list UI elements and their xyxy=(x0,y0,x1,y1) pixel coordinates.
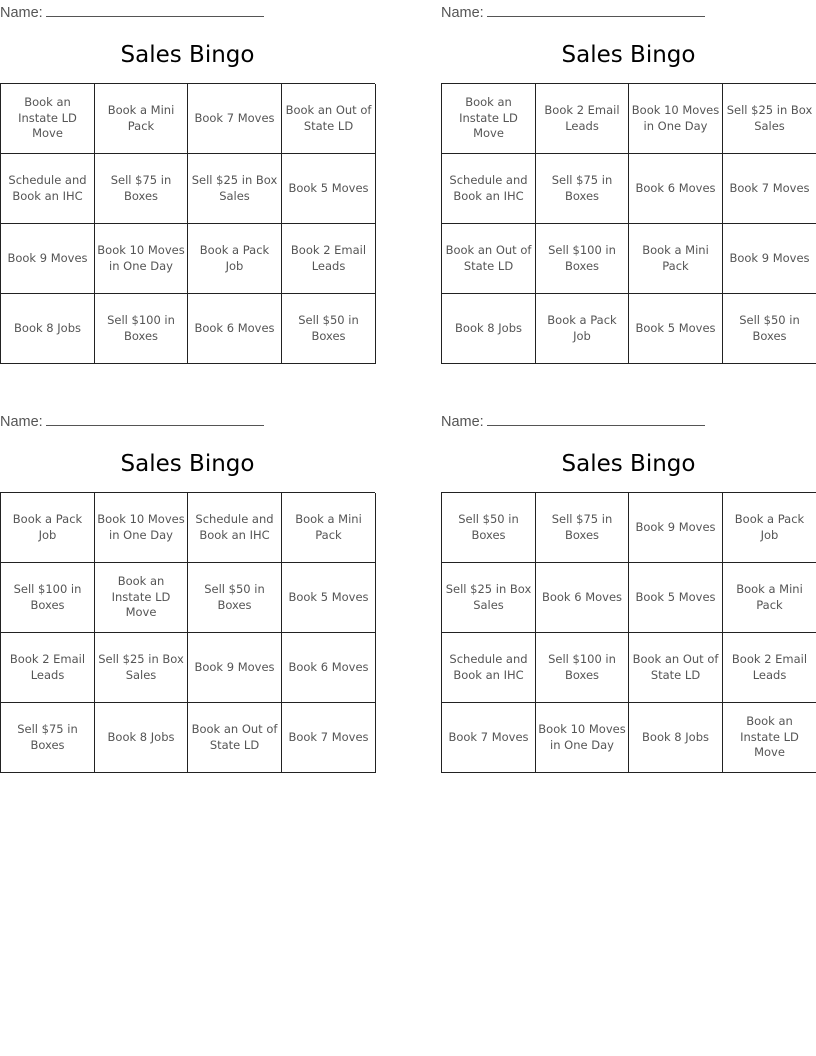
bingo-grid xyxy=(0,492,375,773)
bingo-cell[interactable]: Book an Instate LD Move xyxy=(1,84,95,154)
bingo-cell[interactable]: Book 2 Email Leads xyxy=(282,224,376,294)
bingo-cell[interactable]: Sell $75 in Boxes xyxy=(1,703,95,773)
bingo-cell[interactable]: Sell $25 in Box Sales xyxy=(723,84,816,154)
bingo-cell[interactable]: Book 5 Moves xyxy=(282,563,376,633)
name-field[interactable] xyxy=(441,411,705,429)
bingo-cell[interactable]: Book an Out of State LD xyxy=(442,224,536,294)
card-title: Sales Bingo xyxy=(120,42,255,68)
bingo-card xyxy=(441,409,816,779)
bingo-cell[interactable]: Sell $100 in Boxes xyxy=(95,294,188,364)
bingo-cell[interactable]: Book a Pack Job xyxy=(1,493,95,563)
name-label: Name: xyxy=(0,5,43,21)
bingo-cell[interactable]: Book 9 Moves xyxy=(1,224,95,294)
bingo-cell[interactable]: Book 10 Moves in One Day xyxy=(95,493,188,563)
bingo-cell[interactable]: Book 6 Moves xyxy=(536,563,629,633)
bingo-grid xyxy=(0,83,375,364)
bingo-cell[interactable]: Book a Mini Pack xyxy=(95,84,188,154)
bingo-cell[interactable]: Book 6 Moves xyxy=(629,154,723,224)
bingo-cell[interactable]: Book a Mini Pack xyxy=(282,493,376,563)
card-title: Sales Bingo xyxy=(561,451,696,477)
name-label: Name: xyxy=(441,414,484,430)
bingo-cell[interactable]: Book 7 Moves xyxy=(282,703,376,773)
bingo-cell[interactable]: Book a Mini Pack xyxy=(629,224,723,294)
bingo-cell[interactable]: Book 5 Moves xyxy=(629,563,723,633)
bingo-cell[interactable]: Book a Pack Job xyxy=(723,493,816,563)
bingo-cell[interactable]: Sell $75 in Boxes xyxy=(536,154,629,224)
bingo-cell[interactable]: Sell $100 in Boxes xyxy=(536,224,629,294)
bingo-cell[interactable]: Book a Pack Job xyxy=(536,294,629,364)
bingo-cell[interactable]: Book an Out of State LD xyxy=(629,633,723,703)
bingo-cell[interactable]: Schedule and Book an IHC xyxy=(1,154,95,224)
name-field[interactable] xyxy=(0,411,264,429)
bingo-cell[interactable]: Sell $25 in Box Sales xyxy=(95,633,188,703)
bingo-cell[interactable]: Sell $75 in Boxes xyxy=(536,493,629,563)
bingo-cell[interactable]: Book 8 Jobs xyxy=(95,703,188,773)
card-title: Sales Bingo xyxy=(120,451,255,477)
bingo-cell[interactable]: Sell $25 in Box Sales xyxy=(188,154,282,224)
bingo-cell[interactable]: Book 5 Moves xyxy=(282,154,376,224)
bingo-cell[interactable]: Book 10 Moves in One Day xyxy=(95,224,188,294)
bingo-cell[interactable]: Book 2 Email Leads xyxy=(723,633,816,703)
bingo-cell[interactable]: Book 8 Jobs xyxy=(1,294,95,364)
bingo-cell[interactable]: Book 9 Moves xyxy=(723,224,816,294)
bingo-cell[interactable]: Sell $50 in Boxes xyxy=(282,294,376,364)
bingo-cell[interactable]: Book an Out of State LD xyxy=(188,703,282,773)
bingo-cell[interactable]: Schedule and Book an IHC xyxy=(442,633,536,703)
bingo-grid xyxy=(441,83,816,364)
bingo-cell[interactable]: Book 2 Email Leads xyxy=(1,633,95,703)
name-label: Name: xyxy=(441,5,484,21)
bingo-cell[interactable]: Sell $75 in Boxes xyxy=(95,154,188,224)
name-field[interactable] xyxy=(0,2,264,20)
bingo-card xyxy=(0,0,375,370)
bingo-cell[interactable]: Sell $50 in Boxes xyxy=(442,493,536,563)
bingo-card xyxy=(0,409,375,779)
name-label: Name: xyxy=(0,414,43,430)
name-underline[interactable] xyxy=(487,411,705,426)
bingo-cell[interactable]: Book a Pack Job xyxy=(188,224,282,294)
name-underline[interactable] xyxy=(46,2,264,17)
name-underline[interactable] xyxy=(487,2,705,17)
bingo-cell[interactable]: Sell $100 in Boxes xyxy=(1,563,95,633)
bingo-cell[interactable]: Book 7 Moves xyxy=(442,703,536,773)
bingo-card xyxy=(441,0,816,370)
bingo-cell[interactable]: Book 10 Moves in One Day xyxy=(629,84,723,154)
bingo-cell[interactable]: Book 6 Moves xyxy=(282,633,376,703)
bingo-grid xyxy=(441,492,816,773)
bingo-cell[interactable]: Book 2 Email Leads xyxy=(536,84,629,154)
bingo-cell[interactable]: Book a Mini Pack xyxy=(723,563,816,633)
bingo-cell[interactable]: Book 6 Moves xyxy=(188,294,282,364)
bingo-cell[interactable]: Schedule and Book an IHC xyxy=(188,493,282,563)
name-field[interactable] xyxy=(441,2,705,20)
bingo-cell[interactable]: Book 9 Moves xyxy=(188,633,282,703)
bingo-cell[interactable]: Schedule and Book an IHC xyxy=(442,154,536,224)
bingo-cell[interactable]: Book an Instate LD Move xyxy=(442,84,536,154)
card-title: Sales Bingo xyxy=(561,42,696,68)
bingo-cell[interactable]: Sell $25 in Box Sales xyxy=(442,563,536,633)
bingo-cell[interactable]: Book an Instate LD Move xyxy=(723,703,816,773)
bingo-cell[interactable]: Book 7 Moves xyxy=(188,84,282,154)
bingo-cell[interactable]: Sell $100 in Boxes xyxy=(536,633,629,703)
bingo-cell[interactable]: Book 8 Jobs xyxy=(442,294,536,364)
bingo-cell[interactable]: Sell $50 in Boxes xyxy=(723,294,816,364)
bingo-cell[interactable]: Book 7 Moves xyxy=(723,154,816,224)
bingo-cell[interactable]: Book an Instate LD Move xyxy=(95,563,188,633)
bingo-cell[interactable]: Book 5 Moves xyxy=(629,294,723,364)
bingo-cell[interactable]: Book 10 Moves in One Day xyxy=(536,703,629,773)
bingo-cell[interactable]: Book 9 Moves xyxy=(629,493,723,563)
bingo-cell[interactable]: Book an Out of State LD xyxy=(282,84,376,154)
bingo-cell[interactable]: Sell $50 in Boxes xyxy=(188,563,282,633)
bingo-cell[interactable]: Book 8 Jobs xyxy=(629,703,723,773)
name-underline[interactable] xyxy=(46,411,264,426)
